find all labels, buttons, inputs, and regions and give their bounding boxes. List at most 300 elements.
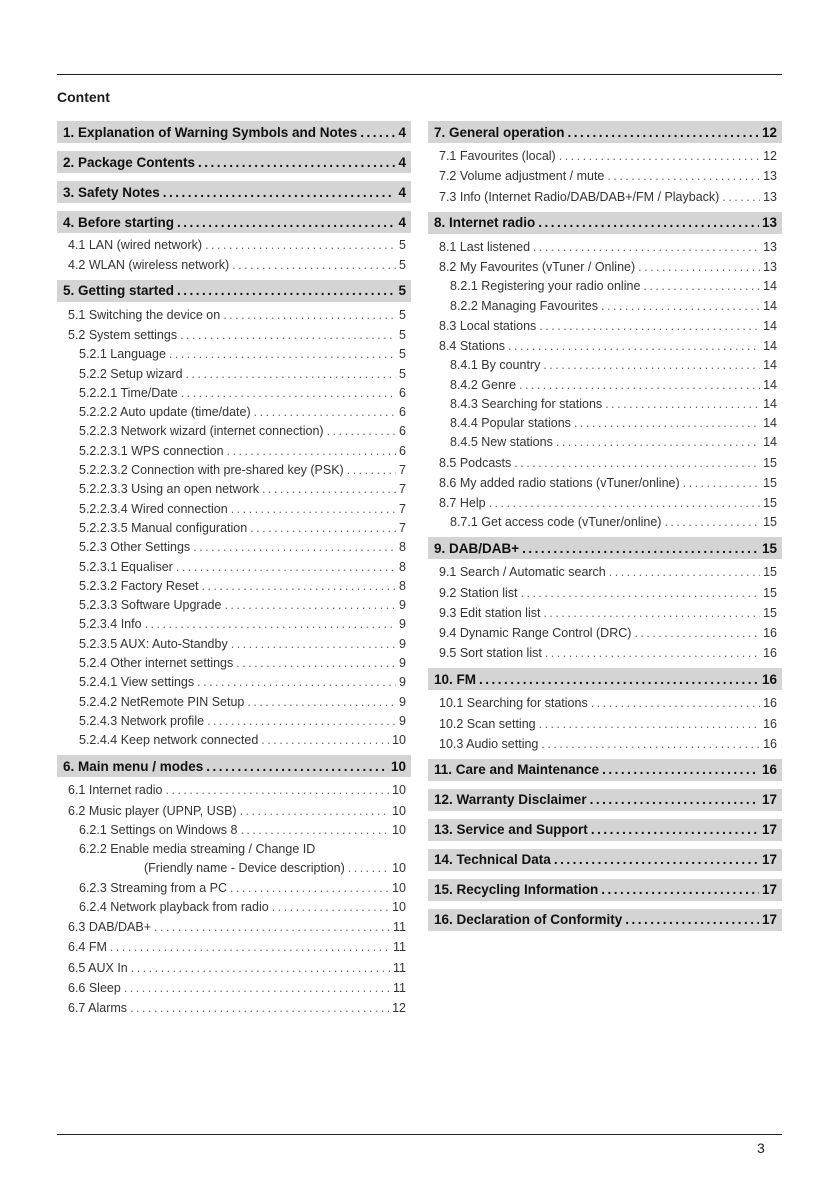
toc-entry[interactable]	[57, 837, 411, 856]
toc-entry-page: 11	[393, 940, 406, 955]
toc-entry[interactable]	[57, 554, 411, 573]
toc-entry-page: 6	[399, 405, 406, 420]
toc-entry-title: 8.6 My added radio stations (vTuner/online)	[439, 475, 680, 490]
dot-leader	[722, 190, 760, 204]
toc-entry-page: 15	[763, 515, 777, 530]
dot-leader	[348, 861, 389, 875]
toc-entry[interactable]	[57, 631, 411, 650]
toc-entry[interactable]	[57, 361, 411, 380]
toc-section-heading[interactable]	[428, 789, 782, 811]
toc-entry-page: 7	[399, 520, 406, 535]
toc-entry-title: 7.1 Favourites (local)	[439, 149, 556, 164]
toc-entry[interactable]	[428, 579, 782, 599]
toc-entry-page: 11	[393, 960, 406, 975]
toc-entry-title: 8.1 Last listened	[439, 239, 531, 254]
dot-leader	[605, 397, 760, 411]
toc-entry-page: 16	[763, 626, 777, 640]
toc-entry-page: 10	[392, 900, 406, 915]
toc-entry-title: 9.2 Station list	[439, 585, 518, 600]
toc-entry-title: 9.1 Search / Automatic search	[439, 565, 606, 580]
toc-entry[interactable]	[428, 353, 782, 372]
toc-entry[interactable]	[428, 690, 782, 710]
toc-section-heading[interactable]	[57, 151, 411, 173]
dot-leader	[556, 435, 760, 449]
dot-leader	[521, 586, 761, 600]
toc-entry-title: 6.2.4 Network playback from radio	[79, 900, 269, 915]
toc-entry[interactable]	[428, 143, 782, 163]
toc-entry[interactable]	[57, 934, 411, 954]
toc-entry-page: 9	[399, 713, 406, 728]
toc-entry[interactable]	[428, 234, 782, 254]
toc-section-heading[interactable]	[57, 121, 411, 143]
toc-entry-title: 5.2.2.3.1 WPS connection	[79, 443, 224, 458]
toc-entry-title: 9.4 Dynamic Range Control (DRC)	[439, 626, 632, 640]
toc-entry-page: 7	[399, 501, 406, 516]
dot-leader	[231, 637, 396, 651]
toc-entry-title: 5.2.2.3.5 Manual configuration	[79, 520, 248, 535]
dot-leader	[508, 339, 760, 353]
toc-entry-title: 2. Package Contents	[63, 154, 196, 170]
dot-leader	[193, 540, 396, 554]
dot-leader	[177, 215, 395, 230]
toc-entry-title: 6. Main menu / modes	[63, 758, 204, 774]
dot-leader	[539, 717, 760, 731]
toc-entry-title: 8.4.2 Genre	[450, 377, 517, 392]
toc-entry-page: 14	[763, 377, 777, 392]
toc-entry-title: 6.6 Sleep	[68, 980, 121, 995]
toc-entry[interactable]	[428, 640, 782, 660]
toc-entry[interactable]	[57, 670, 411, 689]
dot-leader	[166, 783, 390, 797]
toc-entry-page: 5	[398, 283, 406, 299]
toc-section-heading[interactable]	[428, 668, 782, 690]
toc-entry-title: 5.2.3.2 Factory Reset	[79, 578, 199, 593]
dot-leader	[533, 240, 760, 254]
toc-entry[interactable]	[57, 516, 411, 535]
toc-entry-title: 6.2.3 Streaming from a PC	[79, 880, 227, 895]
dot-leader	[254, 405, 396, 419]
toc-entry-page: 17	[761, 912, 777, 928]
toc-section-heading[interactable]	[428, 819, 782, 841]
toc-entry-title: 5.1 Switching the device on	[68, 307, 221, 322]
dot-leader	[568, 125, 759, 140]
dot-leader	[130, 1001, 389, 1015]
toc-entry-page: 13	[763, 239, 777, 254]
toc-entry-title: 5.2.3.3 Software Upgrade	[79, 598, 222, 613]
dot-leader	[479, 672, 759, 687]
toc-entry-title: 6.2.1 Settings on Windows 8	[79, 822, 238, 837]
toc-section-heading[interactable]	[57, 755, 411, 777]
toc-entry-page: 14	[763, 358, 777, 373]
toc-entry-page: 14	[763, 396, 777, 411]
toc-entry-page: 7	[399, 463, 406, 478]
toc-entry[interactable]	[57, 252, 411, 271]
dot-leader	[206, 759, 388, 774]
toc-entry-title: 5.2.2.2 Auto update (time/date)	[79, 405, 251, 420]
toc-entry[interactable]	[428, 313, 782, 333]
toc-entry[interactable]	[57, 728, 411, 747]
toc-entry[interactable]	[428, 510, 782, 529]
dot-leader	[591, 696, 760, 710]
dot-leader	[224, 598, 396, 612]
toc-entry-page: 17	[761, 792, 777, 808]
dot-leader	[145, 617, 396, 631]
toc-entry-title: 8.4.3 Searching for stations	[450, 396, 603, 411]
toc-section-heading[interactable]	[428, 212, 782, 234]
toc-section-heading[interactable]	[428, 879, 782, 901]
toc-entry[interactable]	[428, 710, 782, 730]
toc-entry[interactable]	[428, 600, 782, 620]
toc-entry[interactable]	[428, 163, 782, 183]
toc-entry[interactable]	[57, 612, 411, 631]
toc-entry-page: 9	[399, 656, 406, 671]
toc-entry[interactable]	[428, 559, 782, 579]
toc-entry[interactable]	[428, 254, 782, 274]
dot-leader	[360, 125, 395, 140]
toc-entry-page: 4	[398, 154, 406, 170]
toc-entry-title: 13. Service and Support	[434, 822, 588, 838]
dot-leader	[240, 823, 389, 837]
dot-leader	[601, 882, 759, 897]
toc-entry[interactable]	[57, 995, 411, 1015]
dot-leader	[202, 579, 397, 593]
toc-section-heading[interactable]	[428, 909, 782, 931]
toc-entry-title: 7.2 Volume adjustment / mute	[439, 169, 605, 184]
toc-entry[interactable]	[57, 535, 411, 554]
toc-entry-title: 4.2 WLAN (wireless network)	[68, 257, 230, 272]
toc-entry-title: 5.2.3.5 AUX: Auto-Standby	[79, 636, 228, 651]
dot-leader	[554, 852, 759, 867]
toc-entry-page: 9	[399, 598, 406, 613]
dot-leader	[601, 299, 760, 313]
toc-entry-page: 14	[763, 338, 777, 353]
toc-entry[interactable]	[428, 490, 782, 510]
toc-entry-page: 6	[399, 385, 406, 400]
dot-leader	[634, 626, 760, 640]
toc-entry-page: 10	[392, 861, 406, 876]
toc-entry-page: 16	[763, 696, 777, 711]
toc-entry-page: 12	[761, 124, 777, 140]
dot-leader	[250, 521, 396, 535]
toc-entry-page: 5	[399, 327, 406, 342]
toc-section-heading[interactable]	[428, 537, 782, 559]
toc-entry-title: 5.2.3.1 Equaliser	[79, 559, 173, 574]
dot-leader	[223, 308, 396, 322]
toc-entry-title: 6.1 Internet radio	[68, 783, 163, 798]
toc-entry[interactable]	[57, 477, 411, 496]
toc-entry-page: 15	[763, 475, 777, 490]
dot-leader	[154, 920, 390, 934]
dot-leader	[232, 258, 396, 272]
toc-entry-title: 5.2.4 Other internet settings	[79, 656, 234, 671]
dot-leader	[574, 416, 760, 430]
toc-entry-title: 12. Warranty Disclaimer	[434, 792, 587, 808]
toc-entry[interactable]	[428, 449, 782, 469]
toc-entry[interactable]	[57, 954, 411, 974]
dot-leader	[198, 155, 395, 170]
toc-section-heading[interactable]	[57, 181, 411, 203]
toc-entry-page: 5	[399, 307, 406, 322]
toc-entry-title: 5.2.2.3.3 Using an open network	[79, 482, 259, 497]
toc-entry-page: 11	[393, 980, 406, 995]
toc-entry-title: 5.2.4.4 Keep network connected	[79, 733, 259, 748]
dot-leader	[539, 319, 760, 333]
toc-entry-title: 10.2 Scan setting	[439, 716, 536, 731]
toc-entry-title: 8.5 Podcasts	[439, 455, 512, 470]
toc-entry[interactable]	[57, 233, 411, 252]
toc-entry-page: 6	[399, 443, 406, 458]
toc-entry[interactable]	[428, 293, 782, 312]
toc-entry[interactable]	[57, 975, 411, 995]
toc-entry-title: 6.4 FM	[68, 940, 107, 955]
dot-leader	[227, 444, 397, 458]
toc-entry-page: 4	[398, 214, 406, 230]
dot-leader	[683, 476, 760, 490]
toc-entry-page: 16	[761, 762, 777, 778]
toc-entry-page: 10	[392, 880, 406, 895]
toc-entry-title: 8.7.1 Get access code (vTuner/online)	[450, 515, 662, 530]
toc-entry-title: 5.2.2.3 Network wizard (internet connection)	[79, 424, 324, 439]
toc-entry[interactable]	[428, 274, 782, 293]
toc-entry[interactable]	[428, 411, 782, 430]
toc-entry-page: 15	[763, 565, 777, 580]
toc-entry-title: 10.1 Searching for stations	[439, 696, 588, 711]
dot-leader	[590, 792, 759, 807]
toc-entry-page: 11	[393, 920, 406, 935]
dot-leader	[543, 358, 760, 372]
dot-leader	[240, 804, 390, 818]
toc-entry-title: 8.2.2 Managing Favourites	[450, 298, 599, 313]
toc-entry-title: 7. General operation	[434, 124, 565, 140]
toc-entry[interactable]	[428, 470, 782, 490]
toc-entry-title: 6.7 Alarms	[68, 1001, 128, 1015]
dot-leader	[609, 565, 760, 579]
toc-entry[interactable]	[57, 496, 411, 515]
dot-leader	[664, 515, 760, 529]
toc-entry-page: 10	[392, 783, 406, 798]
toc-entry[interactable]	[428, 430, 782, 449]
toc-entry-title: 3. Safety Notes	[63, 184, 160, 200]
toc-entry-page: 15	[763, 495, 777, 510]
toc-entry-page: 10	[392, 803, 406, 818]
toc-entry-title: 9.3 Edit station list	[439, 605, 541, 620]
toc-entry-title: 8.4.5 New stations	[450, 435, 553, 450]
toc-entry-title: 8.3 Local stations	[439, 318, 537, 333]
dot-leader	[197, 675, 396, 689]
toc-entry-title: 15. Recycling Information	[434, 882, 599, 898]
toc-entry-title: 5.2.3.4 Info	[79, 617, 142, 632]
toc-entry[interactable]	[428, 183, 782, 203]
toc-entry-page: 10	[392, 733, 406, 748]
toc-entry-page: 9	[399, 694, 406, 709]
toc-entry-page: 14	[763, 279, 777, 294]
toc-entry-title: 5.2.2 Setup wizard	[79, 366, 183, 381]
toc-entry-title: 9.5 Sort station list	[439, 646, 542, 661]
toc-section-heading[interactable]	[428, 121, 782, 143]
toc-entry-page: 15	[761, 540, 777, 556]
dot-leader	[347, 463, 396, 477]
toc-entry-page: 15	[763, 585, 777, 600]
dot-leader	[262, 482, 396, 496]
toc-entry[interactable]	[57, 574, 411, 593]
toc-entry[interactable]	[57, 342, 411, 361]
toc-entry[interactable]	[428, 372, 782, 391]
toc-entry-title: 4. Before starting	[63, 214, 175, 230]
dot-leader	[231, 502, 396, 516]
toc-entry-page: 12	[392, 1001, 406, 1015]
toc-entry-page: 7	[399, 482, 406, 497]
toc-entry-title: 14. Technical Data	[434, 852, 551, 868]
dot-leader	[489, 496, 761, 510]
toc-entry-page: 5	[399, 238, 406, 253]
toc-entry-title: 4.1 LAN (wired network)	[68, 238, 203, 253]
toc-entry[interactable]	[428, 620, 782, 640]
toc-entry-page: 12	[763, 149, 777, 164]
toc-entry-title: 5.2 System settings	[68, 327, 178, 342]
dot-leader	[543, 606, 760, 620]
toc-entry-title: 10. FM	[434, 671, 477, 687]
toc-column-left	[57, 121, 411, 1015]
toc-entry[interactable]	[428, 731, 782, 751]
toc-entry-page: 8	[399, 578, 406, 593]
toc-entry-title: 8.2 My Favourites (vTuner / Online)	[439, 259, 636, 274]
page-number: 3	[757, 1140, 765, 1156]
toc-entry-page: 9	[399, 617, 406, 632]
toc-entry[interactable]	[57, 709, 411, 728]
dot-leader	[236, 656, 396, 670]
toc-entry[interactable]	[57, 895, 411, 914]
toc-entry-page: 14	[763, 435, 777, 450]
toc-entry-page: 16	[761, 671, 777, 687]
toc-entry-title: 6.3 DAB/DAB+	[68, 920, 152, 935]
toc-entry[interactable]	[57, 438, 411, 457]
toc-entry[interactable]	[428, 392, 782, 411]
toc-entry[interactable]	[57, 302, 411, 322]
dot-leader	[124, 981, 390, 995]
toc-entry[interactable]	[57, 818, 411, 837]
dot-leader	[110, 940, 390, 954]
toc-entry-title: 9. DAB/DAB+	[434, 540, 520, 556]
dot-leader	[541, 737, 760, 751]
toc-section-heading[interactable]	[428, 759, 782, 781]
toc-entry-page: 16	[763, 716, 777, 731]
dot-leader	[176, 560, 396, 574]
toc-entry-title: 5.2.4.3 Network profile	[79, 713, 205, 728]
toc-entry-page: 17	[761, 822, 777, 838]
toc-section-heading[interactable]	[57, 280, 411, 302]
dot-leader	[327, 424, 396, 438]
dot-leader	[181, 386, 396, 400]
toc-entry[interactable]	[57, 689, 411, 708]
toc-entry-title: 5.2.2.3.4 Wired connection	[79, 501, 228, 516]
toc-entry-page: 8	[399, 559, 406, 574]
toc-entry-page: 13	[761, 215, 777, 231]
toc-entry-page: 16	[763, 736, 777, 751]
toc-entry-page: 5	[399, 366, 406, 381]
toc-entry-page: 13	[763, 169, 777, 184]
dot-leader	[261, 733, 389, 747]
toc-entry-title: 7.3 Info (Internet Radio/DAB/DAB+/FM / Playback)	[439, 189, 720, 204]
dot-leader	[602, 762, 759, 777]
toc-entry-title: 5.2.2.1 Time/Date	[79, 385, 178, 400]
toc-entry-page: 9	[399, 675, 406, 690]
toc-section-heading[interactable]	[428, 849, 782, 871]
bottom-rule	[57, 1134, 782, 1135]
dot-leader	[163, 185, 396, 200]
dot-leader	[545, 646, 760, 660]
toc-entry-page: 17	[761, 882, 777, 898]
toc-entry-page: 17	[761, 852, 777, 868]
dot-leader	[643, 279, 760, 293]
toc-entry[interactable]	[57, 381, 411, 400]
toc-entry-title: 5.2.2.3.2 Connection with pre-shared key (PSK)	[79, 463, 344, 478]
toc-entry-page: 10	[392, 822, 406, 837]
toc-entry[interactable]	[57, 875, 411, 894]
dot-leader	[514, 456, 760, 470]
toc-entry-page: 8	[399, 540, 406, 555]
dot-leader	[607, 169, 760, 183]
dot-leader	[230, 881, 389, 895]
dot-leader	[559, 149, 760, 163]
toc-entry-title: 5.2.1 Language	[79, 347, 166, 362]
toc-entry-title: 10.3 Audio setting	[439, 736, 539, 751]
page-title: Content	[57, 89, 110, 105]
toc-entry-page: 4	[398, 124, 406, 140]
dot-leader	[186, 367, 397, 381]
toc-entry-title: 5.2.3 Other Settings	[79, 540, 191, 555]
dot-leader	[625, 912, 759, 927]
toc-entry-page: 15	[763, 605, 777, 620]
dot-leader	[591, 822, 759, 837]
toc-entry-title: 5.2.4.2 NetRemote PIN Setup	[79, 694, 245, 709]
toc-entry-title: 8.4.1 By country	[450, 358, 541, 373]
dot-leader	[522, 541, 759, 556]
toc-entry-title: 8.4 Stations	[439, 338, 506, 353]
dot-leader	[180, 328, 396, 342]
toc-entry[interactable]	[57, 797, 411, 817]
toc-entry-title: 8.7 Help	[439, 495, 486, 510]
toc-entry-title: 11. Care and Maintenance	[434, 762, 600, 778]
toc-entry-page: 4	[398, 184, 406, 200]
toc-entry[interactable]	[57, 458, 411, 477]
dot-leader	[272, 900, 389, 914]
toc-entry[interactable]	[57, 419, 411, 438]
toc-entry[interactable]	[57, 322, 411, 342]
dot-leader	[519, 378, 760, 392]
toc-entry-title: 5.2.4.1 View settings	[79, 675, 195, 690]
toc-entry-page: 5	[399, 347, 406, 362]
top-rule	[57, 74, 782, 75]
toc-entry-title: 5. Getting started	[63, 283, 175, 299]
toc-entry[interactable]	[57, 777, 411, 797]
toc-entry-title: 8.4.4 Popular stations	[450, 416, 571, 431]
toc-entry-title: 6.2.2 Enable media streaming / Change ID	[79, 842, 316, 857]
toc-entry[interactable]	[57, 593, 411, 612]
toc-entry[interactable]	[57, 400, 411, 419]
dot-leader	[205, 238, 396, 252]
toc-entry[interactable]	[57, 856, 411, 875]
toc-entry[interactable]	[57, 914, 411, 934]
dot-leader	[177, 283, 395, 298]
toc-entry[interactable]	[428, 333, 782, 353]
toc-entry-title: 16. Declaration of Conformity	[434, 912, 623, 928]
toc-entry-page: 16	[763, 646, 777, 661]
toc-entry[interactable]	[57, 651, 411, 670]
dot-leader	[207, 714, 396, 728]
toc-section-heading[interactable]	[57, 211, 411, 233]
toc-entry-page: 5	[399, 257, 406, 272]
dot-leader	[538, 215, 759, 230]
